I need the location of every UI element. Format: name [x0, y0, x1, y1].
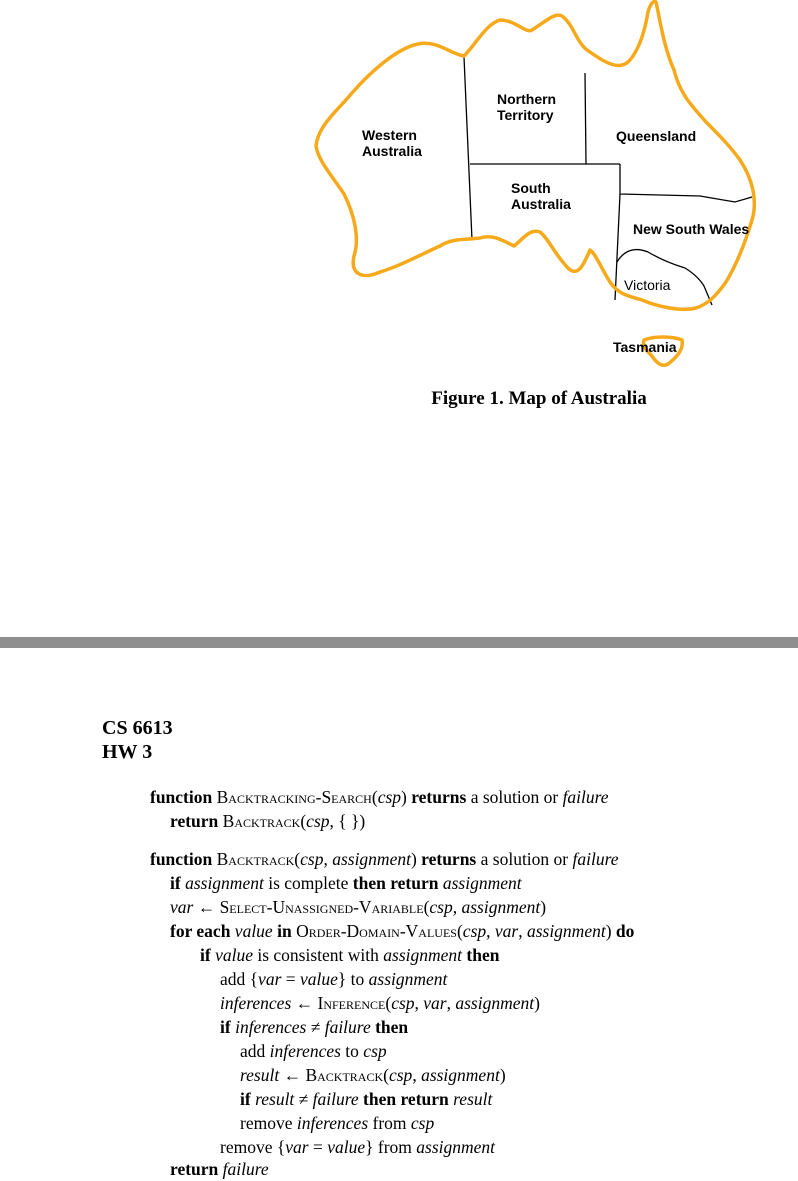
code-line: inferences ← Inference(csp, var, assignment) — [220, 993, 540, 1013]
code-line: function Backtrack(csp, assignment) returns a solution or failure — [150, 849, 619, 869]
code-line: add {var = value} to assignment — [220, 969, 448, 989]
australia-map — [0, 0, 798, 380]
code-line: if assignment is complete then return assignment — [170, 873, 522, 893]
course-title: CS 6613 — [102, 717, 173, 739]
code-line: for each value in Order-Domain-Values(csp, var, assignment) do — [170, 921, 635, 941]
code-line: result ← Backtrack(csp, assignment) — [240, 1065, 506, 1085]
code-line: if inferences ≠ failure then — [220, 1017, 409, 1037]
code-line: add inferences to csp — [240, 1041, 387, 1061]
code-line: function Backtracking-Search(csp) returns a solution or failure — [150, 787, 609, 807]
label-queensland: Queensland — [616, 128, 697, 144]
label-south-australia: South Australia — [511, 180, 571, 212]
figure-caption: Figure 1. Map of Australia — [431, 388, 647, 409]
code-line: remove {var = value} from assignment — [220, 1137, 496, 1157]
code-line: remove inferences from csp — [240, 1113, 435, 1133]
page-divider — [0, 637, 798, 648]
label-victoria: Victoria — [624, 277, 671, 293]
homework-title: HW 3 — [102, 741, 153, 763]
code-line: if value is consistent with assignment then — [200, 945, 500, 965]
code-line: return failure — [170, 1159, 269, 1179]
code-line: if result ≠ failure then return result — [240, 1089, 493, 1109]
label-new-south-wales: New South Wales — [633, 221, 750, 237]
code-line: return Backtrack(csp, { }) — [170, 811, 366, 831]
code-line: var ← Select-Unassigned-Variable(csp, assignment) — [170, 897, 547, 917]
label-western-australia: Western Australia — [362, 127, 422, 159]
label-tasmania: Tasmania — [613, 339, 677, 355]
label-northern-territory: Northern Territory — [497, 91, 557, 123]
